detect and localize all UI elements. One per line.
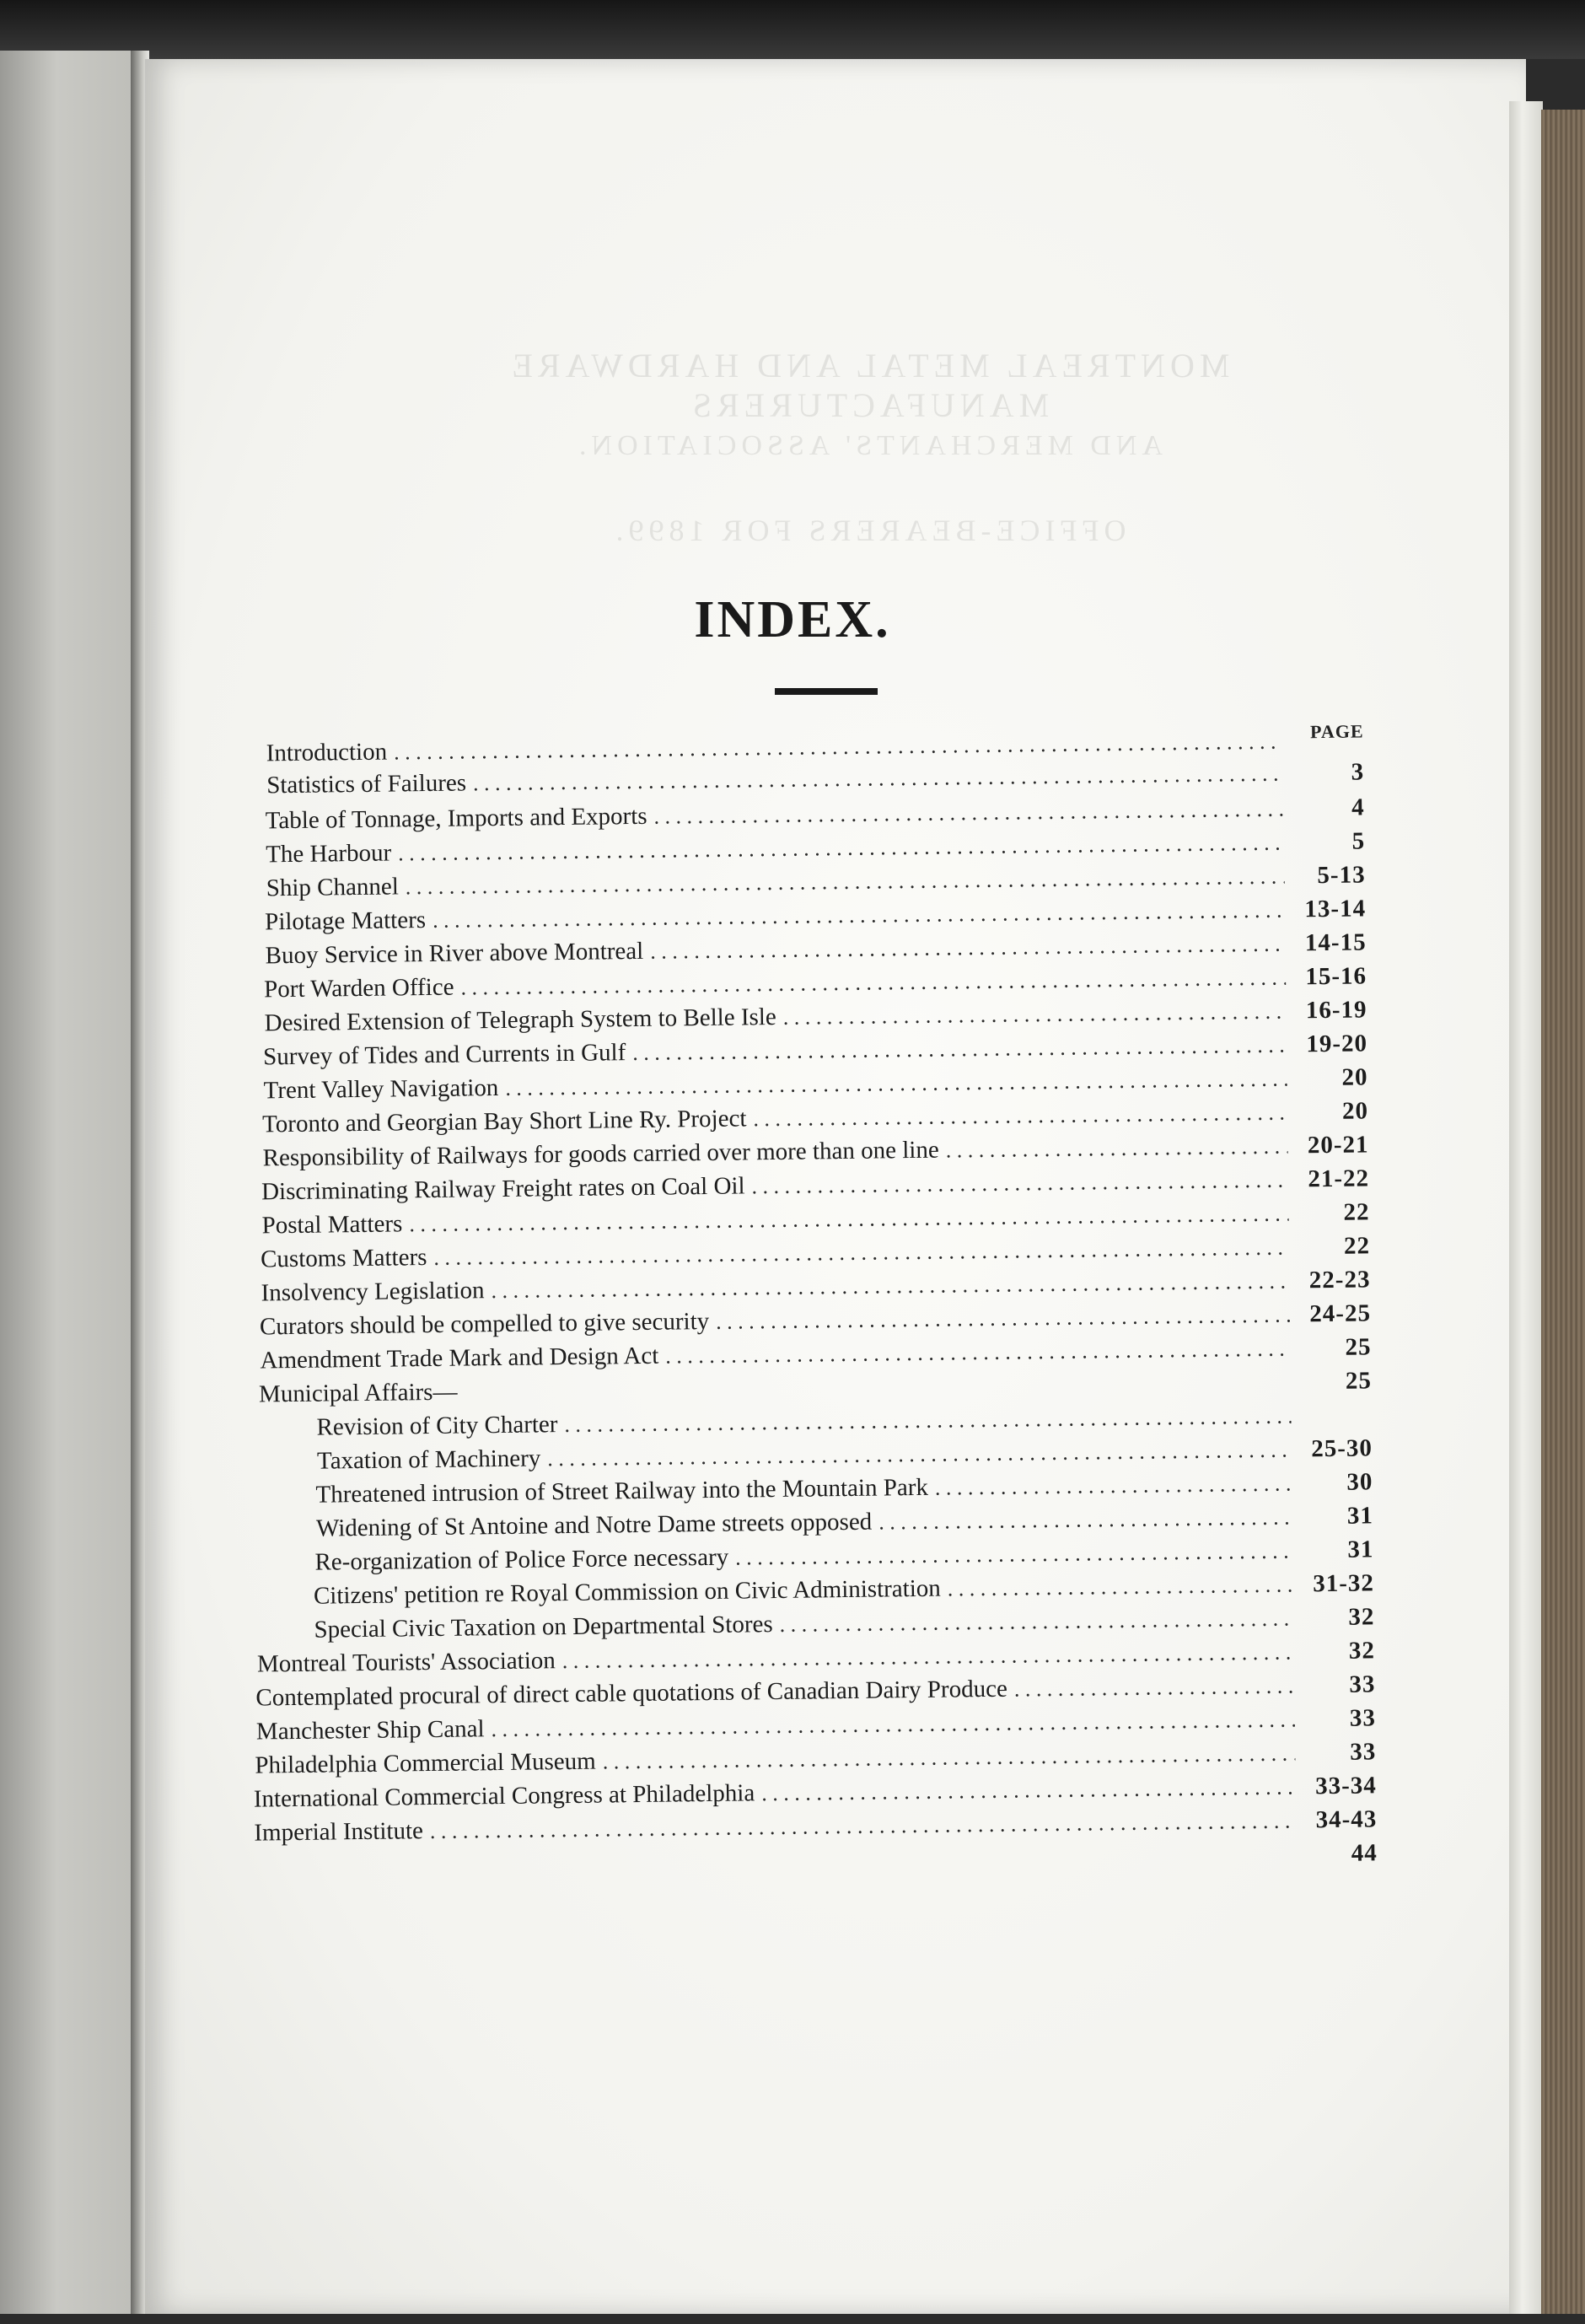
leader-dots (935, 1468, 1292, 1504)
entry-label: Municipal Affairs— (258, 1378, 458, 1408)
entry-page: 4 (1351, 793, 1365, 821)
leader-dots (878, 1502, 1292, 1539)
entry-page: 25 (1345, 1367, 1373, 1395)
entry-label: Manchester Ship Canal (255, 1715, 485, 1746)
entry-page: 33 (1350, 1738, 1377, 1766)
bleed-line-2: AND MERCHANTS' ASSOCIATION. (574, 430, 1163, 461)
entry-label: Insolvency Legislation (261, 1277, 485, 1307)
entry-page: 25 (1345, 1333, 1372, 1361)
entry-page: 20-21 (1307, 1131, 1369, 1159)
entry-label: Postal Matters (261, 1210, 403, 1240)
entry-page: 20 (1341, 1063, 1368, 1091)
page-column-heading: PAGE (1309, 720, 1364, 743)
entry-page (1298, 1422, 1373, 1423)
entry-page: 20 (1341, 1097, 1369, 1125)
page-title: INDEX. (694, 591, 891, 648)
entry-label: Desired Extension of Telegraph System to Belle Isle (264, 1003, 776, 1037)
entry-label: Responsibility of Railways for goods carried over more than one line (262, 1136, 939, 1172)
entry-page: 3 (1351, 758, 1365, 786)
entry-page: 22 (1343, 1198, 1370, 1226)
leader-dots (1014, 1670, 1295, 1706)
leader-dots (945, 1131, 1287, 1167)
leader-dots (761, 1771, 1296, 1810)
entry-page: 32 (1348, 1603, 1375, 1631)
entry-label: Montreal Tourists' Association (256, 1647, 556, 1678)
entry-page: 21-22 (1308, 1165, 1370, 1193)
entry-page: 13-14 (1304, 895, 1367, 923)
entry-label: Philadelphia Commercial Museum (255, 1747, 596, 1779)
leader-dots (751, 1165, 1288, 1203)
entry-page: 25-30 (1311, 1434, 1373, 1463)
entry-label: Revision of City Charter (316, 1411, 558, 1441)
entry-page: 33-34 (1314, 1772, 1378, 1800)
entry-label: Discriminating Railway Freight rates on Coal Oil (261, 1172, 745, 1206)
entry-page: 30 (1346, 1468, 1373, 1496)
entry-label: Pilotage Matters (265, 906, 427, 936)
entry-label: Taxation of Machinery (316, 1444, 541, 1475)
entry-page: 34-43 (1315, 1805, 1378, 1834)
leader-dots (779, 1603, 1293, 1641)
entry-page: 16-19 (1305, 996, 1367, 1025)
entry-page: 33 (1349, 1704, 1377, 1732)
entry-page: 22-23 (1308, 1266, 1371, 1294)
entry-label: Amendment Trade Mark and Design Act (260, 1342, 659, 1374)
bleed-line-3: OFFICE-BEARERS FOR 1899. (610, 514, 1126, 547)
entry-label: Imperial Institute (254, 1817, 424, 1847)
entry-page: 24-25 (1309, 1299, 1372, 1328)
entry-label: Ship Channel (266, 873, 399, 902)
entry-label: Buoy Service in River above Montreal (265, 937, 644, 970)
entry-page: 19-20 (1306, 1030, 1368, 1058)
entry-label: Table of Tonnage, Imports and Exports (265, 802, 647, 835)
entry-label: The Harbour (266, 839, 392, 869)
entry-page: 5-13 (1317, 861, 1366, 890)
entry-page: 15-16 (1305, 962, 1367, 991)
entry-label: International Commercial Congress at Philadelphia (253, 1779, 755, 1813)
entry-label: Curators should be compelled to give security (259, 1307, 710, 1341)
entry-label: Statistics of Failures (266, 769, 467, 799)
entry-page: 14-15 (1304, 928, 1367, 957)
leader-dots (948, 1569, 1294, 1606)
leader-dots (735, 1536, 1293, 1574)
entry-label: Contemplated procural of direct cable quotations of Canadian Dairy Produce (255, 1675, 1008, 1712)
entry-page: 33 (1349, 1670, 1376, 1698)
entry-label: Re-organization of Police Force necessary (314, 1543, 729, 1576)
entry-label: Survey of Tides and Currents in Gulf (262, 1039, 626, 1071)
bleed-line-1: MONTREAL METAL AND HARDWARE MANUFACTURERS (507, 347, 1230, 424)
entry-page: 44 (1351, 1839, 1378, 1867)
entry-label: Threatened intrusion of Street Railway into the Mountain Park (315, 1473, 929, 1509)
entry-label: Customs Matters (260, 1244, 427, 1273)
leader-dots (753, 1097, 1287, 1136)
entry-page: 31 (1346, 1502, 1374, 1530)
entry-label: Widening of St Antoine and Notre Dame streets opposed (315, 1508, 873, 1542)
entry-label: Introduction (266, 738, 388, 767)
leader-dots (783, 996, 1287, 1034)
entry-label: Special Civic Taxation on Departmental Stores (314, 1611, 773, 1643)
entry-page: 31-32 (1313, 1569, 1375, 1598)
entry-page: 31 (1347, 1536, 1374, 1563)
entry-page: 5 (1351, 827, 1366, 855)
entry-label: Trent Valley Navigation (263, 1073, 499, 1105)
entry-page: 22 (1343, 1232, 1371, 1260)
entry-label: Toronto and Georgian Bay Short Line Ry. Project (261, 1105, 747, 1138)
entry-label: Port Warden Office (263, 973, 454, 1003)
entry-label: Citizens' petition re Royal Commission on Civic Administration (313, 1574, 942, 1610)
entry-page: 32 (1348, 1637, 1376, 1665)
